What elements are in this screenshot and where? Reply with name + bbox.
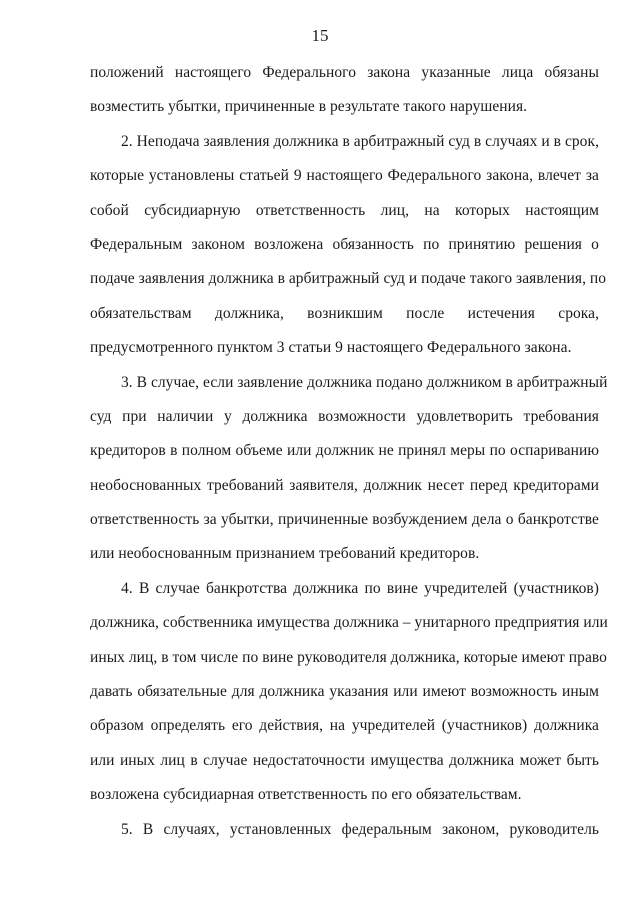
text-line: должника, собственника имущества должника – унитарного предприятия или [90,614,608,632]
text-line: 4. В случае банкротства должника по вине учредителей (участников) [121,579,599,597]
paragraph-3 [90,366,608,572]
text-line: предусмотренного пунктом 3 статьи 9 настоящего Федерального закона. [90,339,572,357]
text-line: 3. В случае, если заявление должника подано должником в арбитражный [121,373,608,391]
text-line: суд при наличии у должника возможности удовлетворить требования [90,407,599,425]
paragraph-5 [90,813,599,847]
text-line: подаче заявления должника в арбитражный суд и подаче такого заявления, по [90,270,607,288]
paragraph-2 [90,125,607,366]
text-line: кредиторов в полном объеме или должник не принял меры по оспариванию [90,442,599,460]
paragraph-continuation [90,56,599,125]
text-line: возложена субсидиарная ответственность по его обязательствам. [90,786,522,804]
text-line: 2. Неподача заявления должника в арбитражный суд в случаях и в срок, [121,132,599,150]
text-line: или необоснованным признанием требований кредиторов. [90,545,480,563]
text-line: необоснованных требований заявителя, должник несет перед кредиторами [90,476,599,494]
text-line: возместить убытки, причиненные в результате такого нарушения. [90,98,528,116]
page-number: 15 [311,26,329,45]
text-line: образом определять его действия, на учредителей (участников) должника [90,717,599,735]
document-body [90,56,608,847]
paragraph-4 [90,572,608,813]
text-line: собой субсидиарную ответственность лиц, на которых настоящим [90,201,599,219]
text-line: ответственность за убытки, причиненные возбуждением дела о банкротстве [90,511,599,529]
text-line: или иных лиц в случае недостаточности имущества должника может быть [90,751,599,769]
text-line: обязательствам должника, возникшим после истечения срока, [90,304,599,322]
text-line: которые установлены статьей 9 настоящего Федерального закона, влечет за [90,167,599,185]
text-line: Федеральным законом возложена обязанность по принятию решения о [90,235,599,253]
text-line: положений настоящего Федерального закона указанные лица обязаны [90,64,599,81]
text-line: 5. В случаях, установленных федеральным законом, руководитель [121,820,599,838]
text-line: давать обязательные для должника указания или имеют возможность иным [90,683,599,701]
text-line: иных лиц, в том числе по вине руководителя должника, которые имеют право [90,648,607,666]
